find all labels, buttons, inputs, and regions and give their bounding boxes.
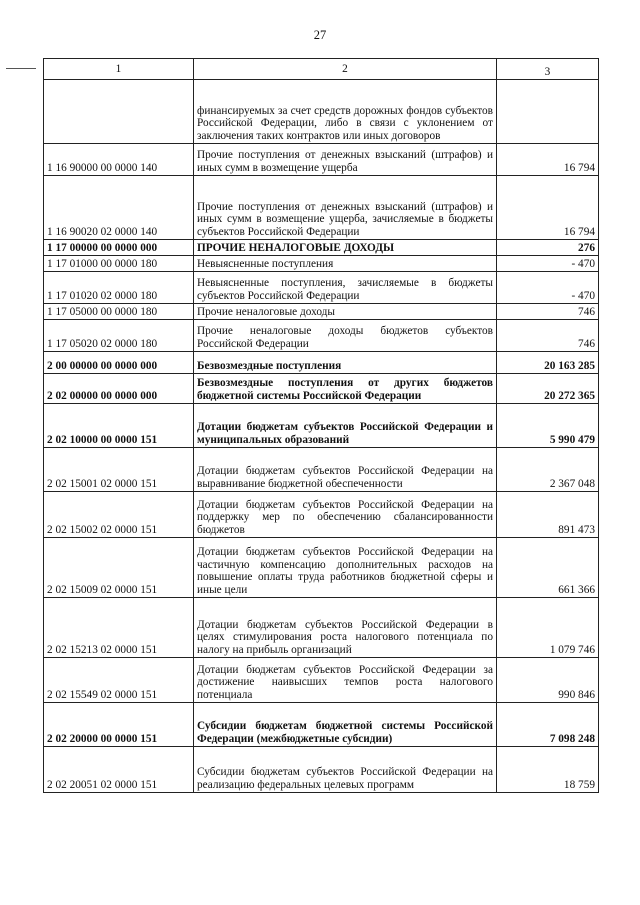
budget-code-cell: 2 02 15009 02 0000 151: [44, 538, 194, 598]
revenue-name-cell: Безвозмездные поступления от других бюджетов бюджетной системы Российской Федерации: [194, 374, 497, 404]
table-row: [44, 404, 599, 448]
header-col-3: 3: [497, 59, 599, 80]
budget-code-cell: 2 02 15001 02 0000 151: [44, 448, 194, 492]
amount-cell: 20 272 365: [497, 374, 599, 404]
budget-code-cell: 2 02 15002 02 0000 151: [44, 492, 194, 538]
amount-cell: [497, 80, 599, 144]
revenue-name-cell: Дотации бюджетам субъектов Российской Федерации и муниципальных образований: [194, 404, 497, 448]
table-row: [44, 256, 599, 272]
table-row: [44, 320, 599, 352]
amount-cell: - 470: [497, 272, 599, 304]
amount-cell: 1 079 746: [497, 598, 599, 658]
revenue-name-cell: ПРОЧИЕ НЕНАЛОГОВЫЕ ДОХОДЫ: [194, 240, 497, 256]
amount-cell: 20 163 285: [497, 352, 599, 374]
page-number: 27: [313, 28, 327, 42]
table-row: [44, 272, 599, 304]
budget-revenue-table: [43, 58, 599, 793]
table-row: [44, 703, 599, 747]
revenue-name-cell: Дотации бюджетам субъектов Российской Федерации на выравнивание бюджетной обеспеченности: [194, 448, 497, 492]
amount-cell: - 470: [497, 256, 599, 272]
table-row: [44, 658, 599, 703]
budget-code-cell: [44, 80, 194, 144]
table-body: [44, 80, 599, 793]
budget-code-cell: 1 17 05000 00 0000 180: [44, 304, 194, 320]
amount-cell: 16 794: [497, 144, 599, 176]
table-row: [44, 176, 599, 240]
amount-cell: 2 367 048: [497, 448, 599, 492]
budget-code-cell: 2 02 20000 00 0000 151: [44, 703, 194, 747]
revenue-name-cell: Безвозмездные поступления: [194, 352, 497, 374]
revenue-name-cell: Дотации бюджетам субъектов Российской Федерации за достижение наивысших темпов роста налогового потенциала: [194, 658, 497, 703]
table-row: [44, 304, 599, 320]
amount-cell: 18 759: [497, 747, 599, 793]
table-row: [44, 240, 599, 256]
table-row: [44, 747, 599, 793]
table-row: [44, 448, 599, 492]
revenue-name-cell: Субсидии бюджетам бюджетной системы Российской Федерации (межбюджетные субсидии): [194, 703, 497, 747]
budget-code-cell: 2 02 15213 02 0000 151: [44, 598, 194, 658]
budget-code-cell: 1 17 01000 00 0000 180: [44, 256, 194, 272]
revenue-name-cell: Дотации бюджетам субъектов Российской Федерации на поддержку мер по обеспечению сбалансированности бюджетов: [194, 492, 497, 538]
budget-code-cell: 2 00 00000 00 0000 000: [44, 352, 194, 374]
amount-cell: 7 098 248: [497, 703, 599, 747]
revenue-name-cell: Прочие неналоговые доходы: [194, 304, 497, 320]
table-row: [44, 80, 599, 144]
revenue-name-cell: Прочие неналоговые доходы бюджетов субъектов Российской Федерации: [194, 320, 497, 352]
revenue-name-cell: Невыясненные поступления: [194, 256, 497, 272]
amount-cell: 746: [497, 304, 599, 320]
budget-code-cell: 1 17 05020 02 0000 180: [44, 320, 194, 352]
revenue-name-cell: Дотации бюджетам субъектов Российской Федерации на частичную компенсацию дополнительных расходов на повышение оплаты труда работников бюджетной сферы и иные цели: [194, 538, 497, 598]
header-col-2: 2: [194, 59, 497, 80]
amount-cell: 661 366: [497, 538, 599, 598]
budget-code-cell: 2 02 00000 00 0000 000: [44, 374, 194, 404]
revenue-name-cell: Прочие поступления от денежных взысканий (штрафов) и иных сумм в возмещение ущерба: [194, 144, 497, 176]
table-row: [44, 598, 599, 658]
table-row: [44, 538, 599, 598]
table-row: [44, 144, 599, 176]
scan-margin-mark: [6, 68, 36, 69]
revenue-name-cell: Невыясненные поступления, зачисляемые в бюджеты субъектов Российской Федерации: [194, 272, 497, 304]
amount-cell: 746: [497, 320, 599, 352]
revenue-name-cell: финансируемых за счет средств дорожных фондов субъектов Российской Федерации, либо в связи с уклонением от заключения таких контрактов или иных договоров: [194, 80, 497, 144]
budget-code-cell: 2 02 10000 00 0000 151: [44, 404, 194, 448]
amount-cell: 891 473: [497, 492, 599, 538]
budget-code-cell: 2 02 15549 02 0000 151: [44, 658, 194, 703]
revenue-name-cell: Дотации бюджетам субъектов Российской Федерации в целях стимулирования роста налогового потенциала по налогу на прибыль организаций: [194, 598, 497, 658]
amount-cell: 276: [497, 240, 599, 256]
revenue-name-cell: Прочие поступления от денежных взысканий (штрафов) и иных сумм в возмещение ущерба, зачисляемые в бюджеты субъектов Российской Федерации: [194, 176, 497, 240]
amount-cell: 990 846: [497, 658, 599, 703]
budget-code-cell: 1 16 90000 00 0000 140: [44, 144, 194, 176]
header-col-1: 1: [44, 59, 194, 80]
amount-cell: 16 794: [497, 176, 599, 240]
table-row: [44, 374, 599, 404]
amount-cell: 5 990 479: [497, 404, 599, 448]
table-row: [44, 492, 599, 538]
revenue-name-cell: Субсидии бюджетам субъектов Российской Федерации на реализацию федеральных целевых программ: [194, 747, 497, 793]
table-row: [44, 352, 599, 374]
budget-code-cell: 2 02 20051 02 0000 151: [44, 747, 194, 793]
budget-code-cell: 1 17 01020 02 0000 180: [44, 272, 194, 304]
budget-code-cell: 1 16 90020 02 0000 140: [44, 176, 194, 240]
table-header-row: [44, 59, 599, 80]
budget-code-cell: 1 17 00000 00 0000 000: [44, 240, 194, 256]
